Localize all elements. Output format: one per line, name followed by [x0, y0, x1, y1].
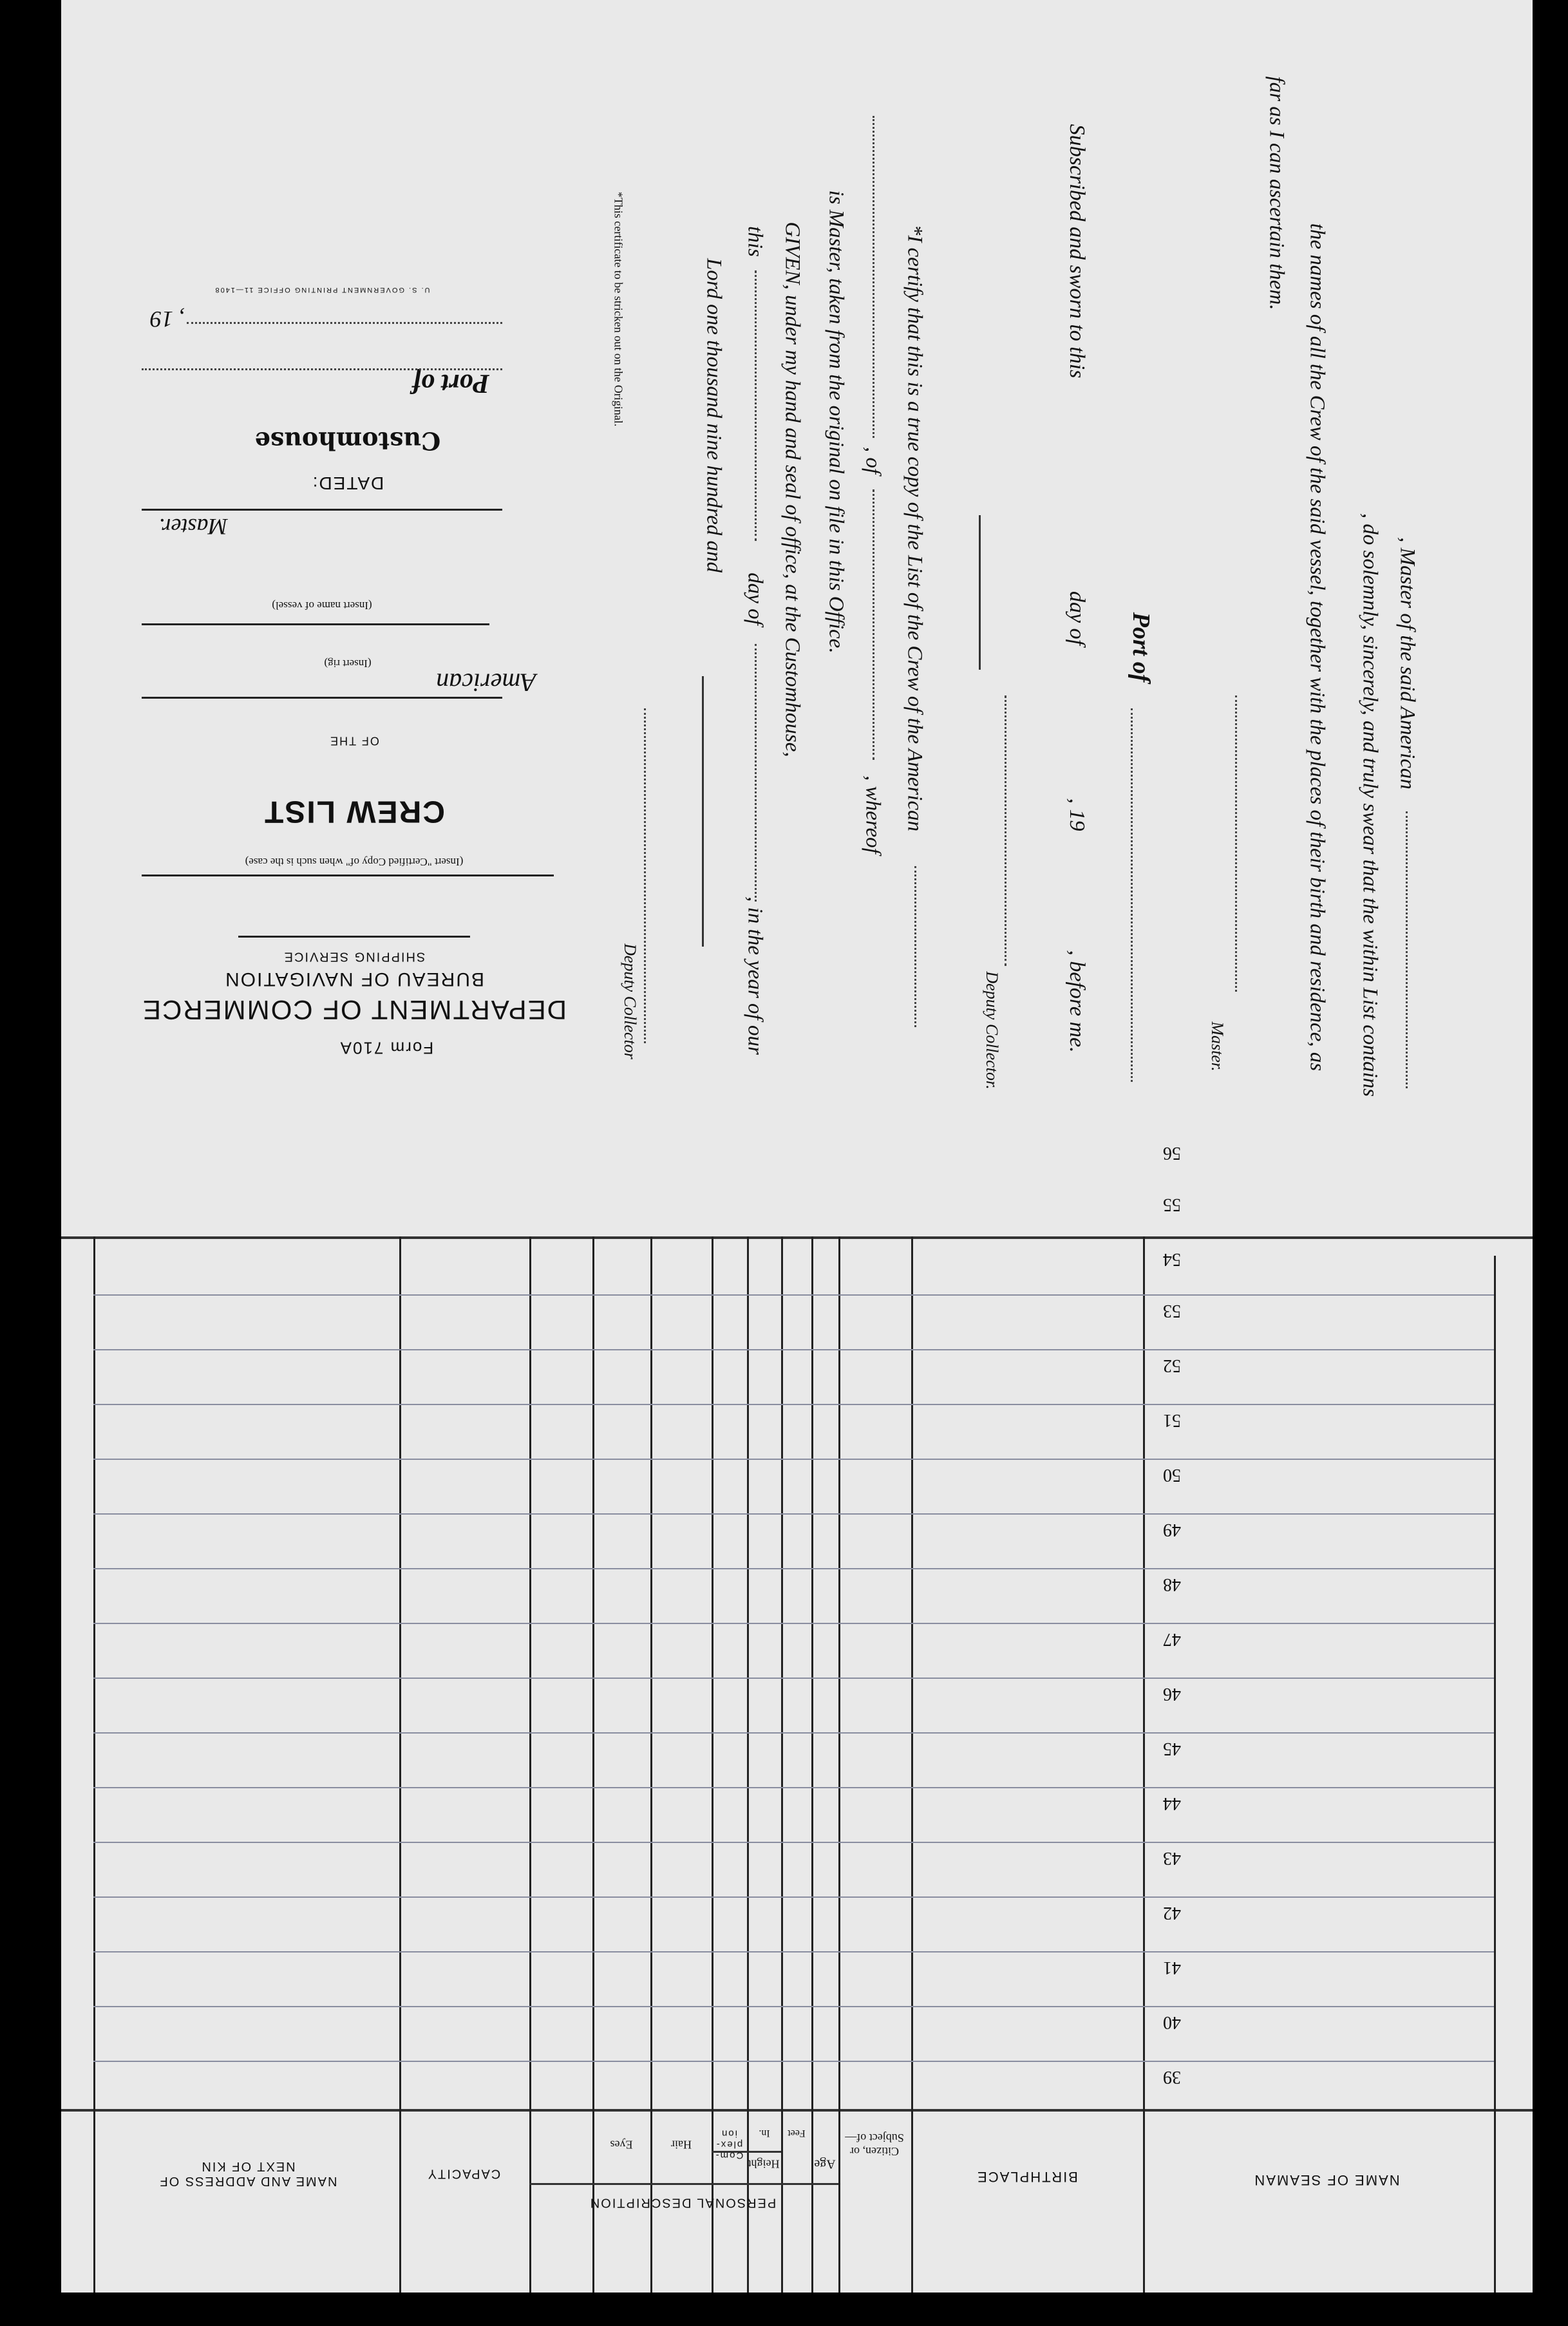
row-number: 46	[1163, 1684, 1181, 1704]
certify-deputy-label: Deputy Collector	[621, 943, 639, 1059]
day-of-label: day of	[1065, 591, 1089, 646]
bureau-heading: BUREAU OF NAVIGATION	[224, 969, 484, 990]
row-number: 41	[1163, 1958, 1181, 1978]
port-of-label: Port of	[1128, 612, 1155, 683]
certify-line-2: , of	[861, 446, 885, 475]
certified-copy-note: (Insert "Certified Copy of" when such is the case)	[245, 856, 464, 868]
insert-rig-note: (Insert rig)	[324, 657, 372, 670]
before-me-label: , before me.	[1065, 950, 1089, 1053]
row-number: 40	[1163, 2012, 1181, 2032]
row-number: 56	[1163, 1143, 1181, 1163]
capacity-header: CAPACITY	[426, 2166, 501, 2181]
row-number: 43	[1163, 1848, 1181, 1868]
certify-line-4: GIVEN, under my hand and seal of office, at the Customhouse,	[780, 222, 804, 757]
height-header: Height	[748, 2157, 780, 2171]
birthplace-header: BIRTHPLACE	[976, 2169, 1078, 2185]
row-number: 49	[1163, 1520, 1181, 1540]
certify-year-of-our: , in the year of our	[743, 896, 767, 1055]
customhouse-label: Customhouse	[254, 426, 441, 456]
row-number: 39	[1163, 2067, 1181, 2087]
next-of-kin-header: NAME AND ADDRESS OF NEXT OF KIN	[158, 2159, 337, 2188]
row-number: 48	[1163, 1574, 1181, 1594]
eyes-header: Eyes	[610, 2138, 633, 2151]
row-number: 45	[1163, 1739, 1181, 1759]
row-number: 53	[1163, 1301, 1181, 1321]
hair-header: Hair	[671, 2138, 692, 2151]
citizen-header: Citizen, or Subject of—	[845, 2132, 904, 2158]
row-number: 51	[1163, 1410, 1181, 1430]
certify-footnote: *This certificate to be stricken out on the Original.	[612, 191, 625, 427]
oath-line-4: far as I can ascertain them.	[1265, 76, 1289, 310]
year-label: , 19	[150, 307, 185, 332]
service-heading: SHIPPING SERVICE	[283, 949, 426, 964]
row-number: 50	[1163, 1465, 1181, 1485]
insert-name-note: (Insert name of vessel)	[272, 600, 372, 612]
oath-line-2: , do solemnly, sincerely, and truly swear that the within List contains	[1358, 513, 1382, 1097]
oath-line-3: the names of all the Crew of the said vessel, together with the places of their birth and residence, as	[1305, 223, 1329, 1072]
subscribed-label: Subscribed and sworn to this	[1065, 124, 1089, 379]
master-signature-label: Master.	[1208, 1021, 1227, 1072]
certify-day-of: day of	[743, 572, 767, 625]
row-number: 44	[1163, 1793, 1181, 1813]
printing-office-line: U. S. GOVERNMENT PRINTING OFFICE 11—1408	[214, 286, 430, 294]
port-of-label: Port of	[411, 368, 490, 398]
name-of-seaman-header: NAME OF SEAMAN	[1253, 2172, 1400, 2188]
american-label: American	[436, 668, 536, 697]
deputy-collector-label: Deputy Collector.	[983, 971, 1001, 1090]
master-label: Master.	[158, 514, 228, 540]
form-number: Form 710A	[339, 1038, 434, 1058]
department-heading: DEPARTMENT OF COMMERCE	[141, 995, 567, 1025]
crew-list-title: CREW LIST	[263, 794, 445, 829]
certify-line-3: is Master, taken from the original on file in this Office.	[824, 190, 848, 654]
certify-this: this	[743, 226, 767, 257]
personal-description-header: PERSONAL DESCRIPTION	[589, 2195, 777, 2210]
complexion-header: Com- plex- ion	[714, 2128, 744, 2161]
feet-header: Feet	[788, 2128, 806, 2139]
oath-line-1: , Master of the said American	[1395, 537, 1419, 790]
row-number: 55	[1163, 1195, 1181, 1215]
dated-label: DATED:	[311, 473, 384, 493]
age-header: Age	[814, 2157, 836, 2171]
certify-line-1: *I certify that this is a true copy of the List of the Crew of the American	[903, 224, 927, 832]
row-number: 47	[1163, 1629, 1181, 1649]
certify-whereof: , whereof	[861, 775, 885, 854]
row-number: 42	[1163, 1903, 1181, 1923]
row-number: 52	[1163, 1356, 1181, 1376]
inches-header: In.	[759, 2128, 770, 2139]
of-the-label: OF THE	[329, 734, 379, 748]
certify-line-6: Lord one thousand nine hundred and	[702, 258, 726, 572]
nineteen-label: , 19	[1065, 798, 1089, 831]
row-number: 54	[1163, 1249, 1181, 1269]
